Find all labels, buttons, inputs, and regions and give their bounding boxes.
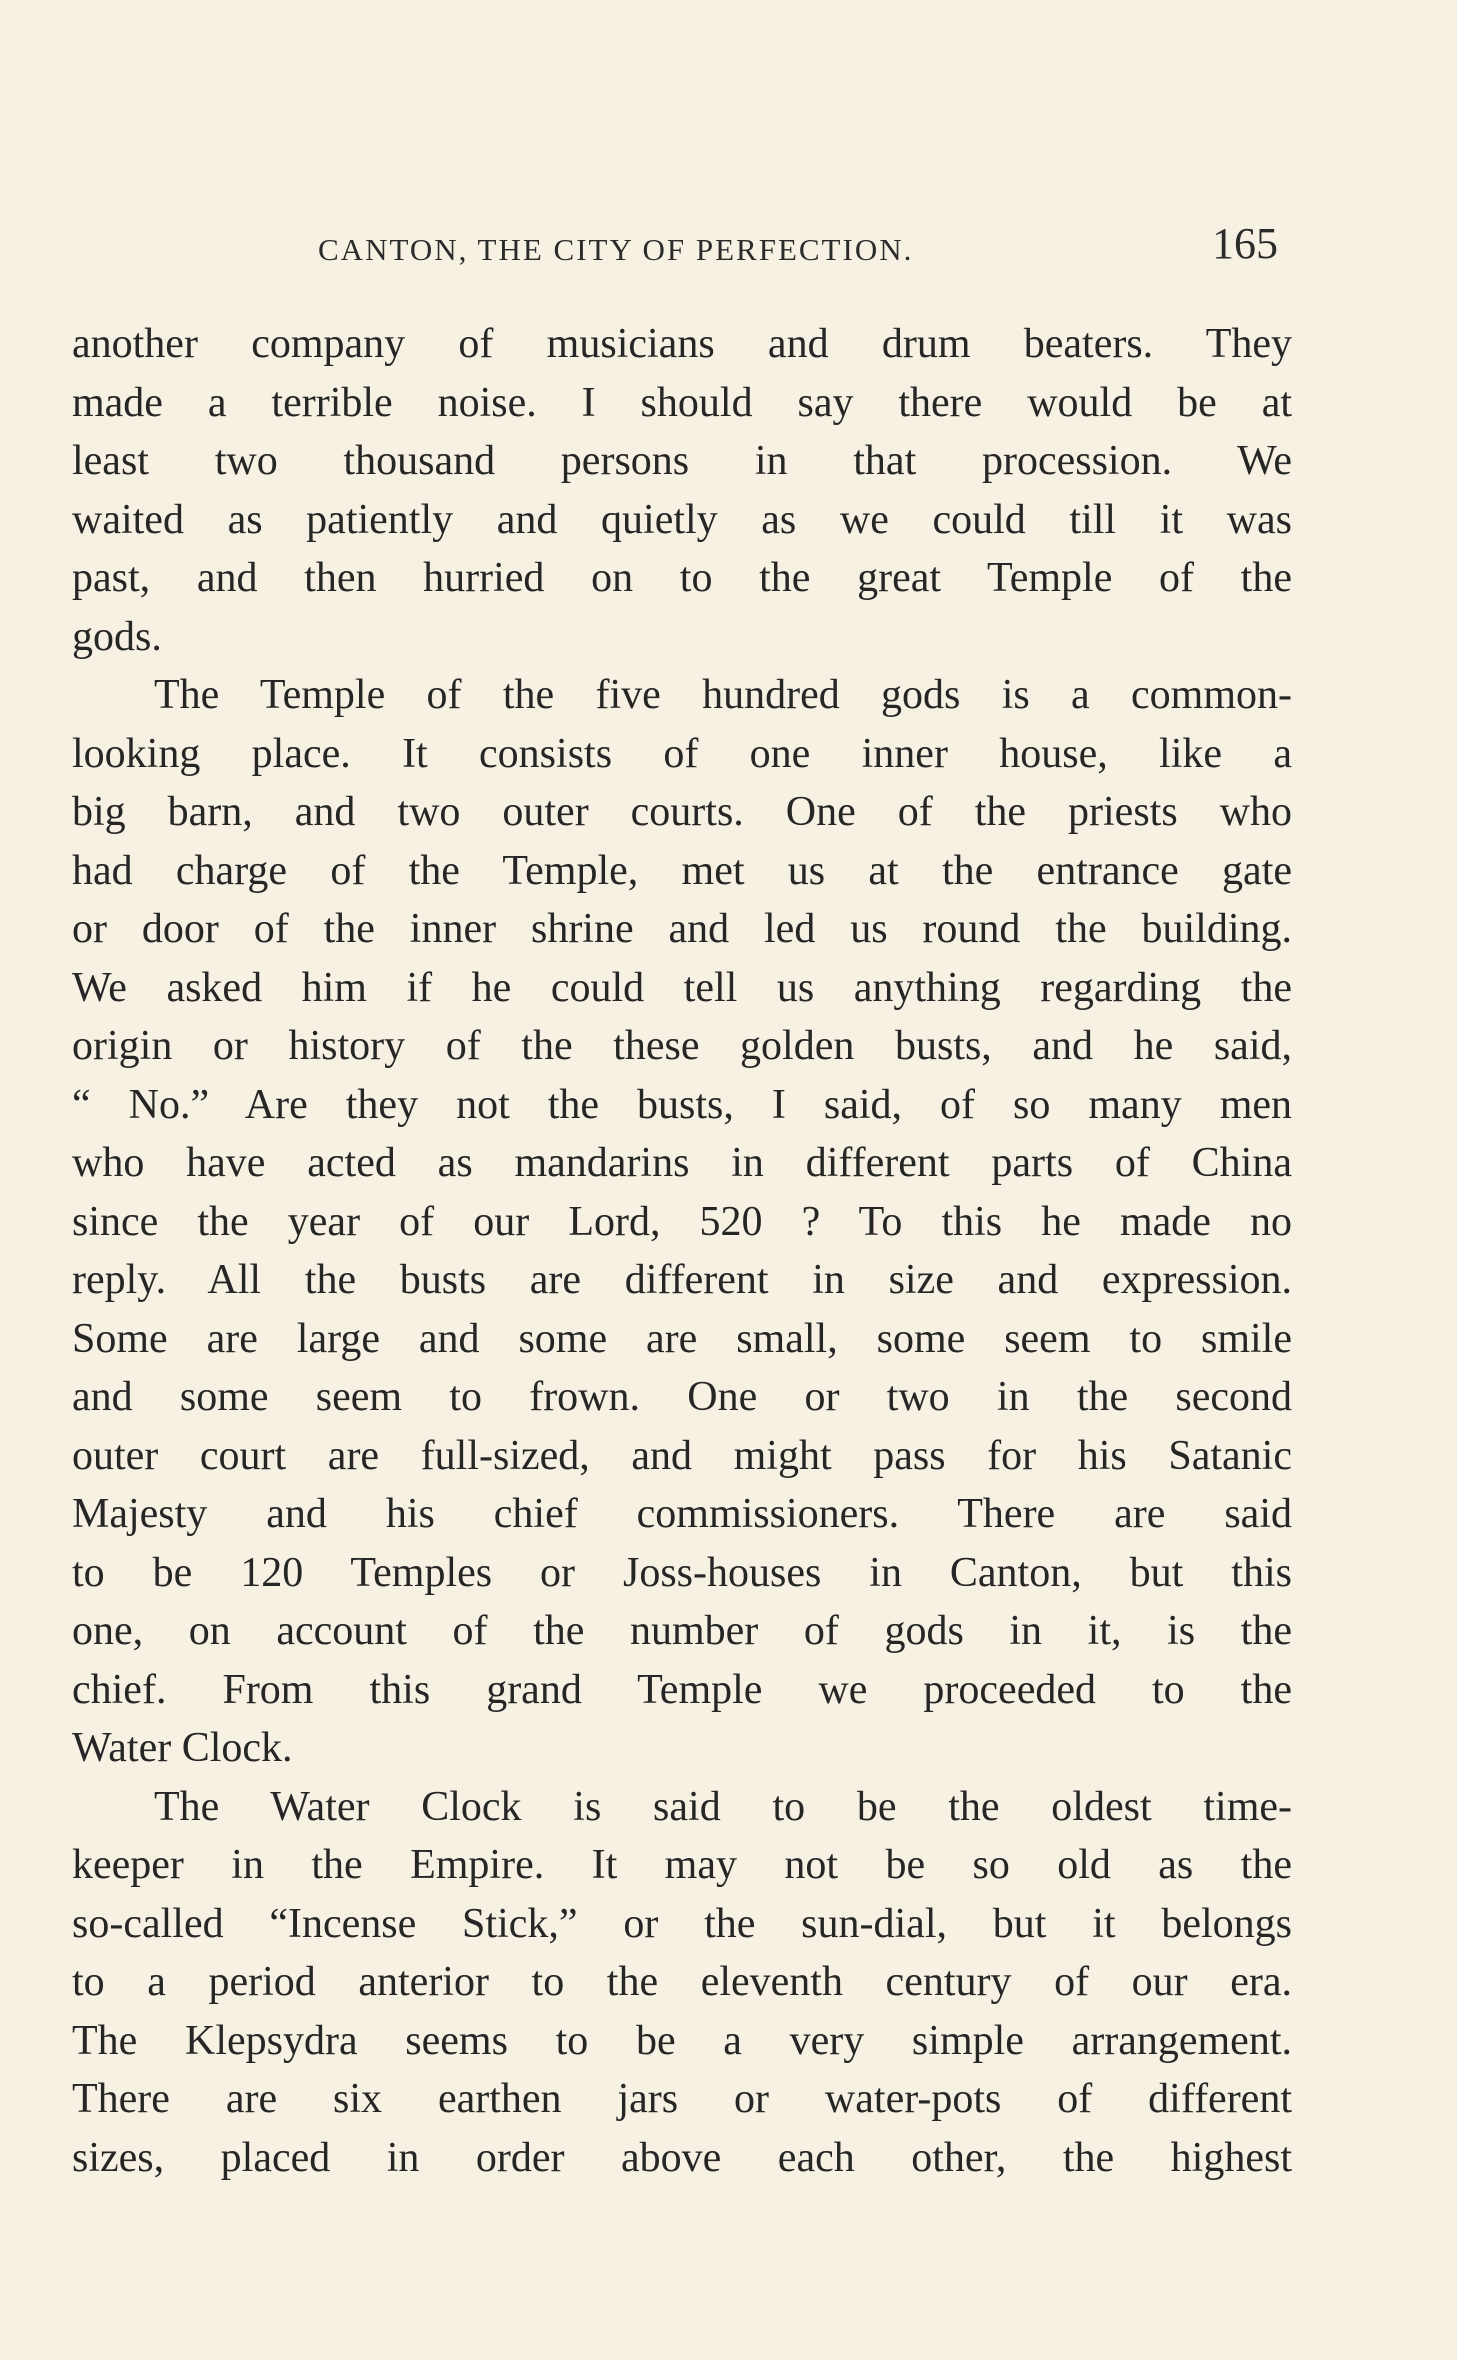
text-line: chief. From this grand Temple we proceeded to the (72, 1666, 1292, 1713)
text-line: origin or history of the these golden busts, and he said, (72, 1023, 1292, 1069)
text-line: had charge of the Temple, met us at the entrance gate (72, 847, 1292, 894)
text-line: another company of musicians and drum beaters. They (72, 321, 1292, 367)
text-line: so-called “Incense Stick,” or the sun-dial, but it belongs (72, 1900, 1292, 1947)
text-line: reply. All the busts are different in size and expression. (72, 1257, 1292, 1303)
text-line: and some seem to frown. One or two in the second (72, 1374, 1292, 1420)
running-head (318, 218, 1278, 278)
text-line: The Klepsydra seems to be a very simple arrangement. (72, 2017, 1292, 2064)
text-line: Some are large and some are small, some seem to smile (72, 1315, 1292, 1362)
text-line: The Water Clock is said to be the oldest time- (154, 1783, 1292, 1830)
text-line: one, on account of the number of gods in it, is the (72, 1608, 1292, 1654)
text-line: least two thousand persons in that procession. We (72, 438, 1292, 484)
text-line: or door of the inner shrine and led us round the building. (72, 906, 1292, 952)
text-line: Majesty and his chief commissioners. There are said (72, 1491, 1292, 1537)
text-line: The Temple of the five hundred gods is a common- (154, 672, 1292, 718)
text-line: gods. (72, 613, 162, 660)
text-line: keeper in the Empire. It may not be so old as the (72, 1842, 1292, 1888)
text-line: sizes, placed in order above each other, the highest (72, 2134, 1292, 2181)
text-line: We asked him if he could tell us anything regarding the (72, 964, 1292, 1011)
text-line: waited as patiently and quietly as we could till it was (72, 496, 1292, 543)
text-line: outer court are full-sized, and might pass for his Satanic (72, 1432, 1292, 1479)
text-line: to a period anterior to the eleventh century of our era. (72, 1959, 1292, 2005)
text-line: made a terrible noise. I should say there would be at (72, 379, 1292, 426)
running-title: CANTON, THE CITY OF PERFECTION. (318, 232, 914, 267)
text-line: “ No.” Are they not the busts, I said, of so many men (72, 1081, 1292, 1128)
text-line: who have acted as mandarins in different parts of China (72, 1140, 1292, 1186)
text-line: since the year of our Lord, 520 ? To this he made no (72, 1198, 1292, 1245)
text-line: There are six earthen jars or water-pots of different (72, 2076, 1292, 2122)
text-line: past, and then hurried on to the great Temple of the (72, 555, 1292, 601)
text-line: Water Clock. (72, 1725, 293, 1771)
text-line: to be 120 Temples or Joss-houses in Canton, but this (72, 1549, 1292, 1596)
text-line: big barn, and two outer courts. One of the priests who (72, 789, 1292, 835)
body-text (72, 315, 1292, 2187)
page-number: 165 (1212, 219, 1278, 268)
text-line: looking place. It consists of one inner house, like a (72, 730, 1292, 777)
